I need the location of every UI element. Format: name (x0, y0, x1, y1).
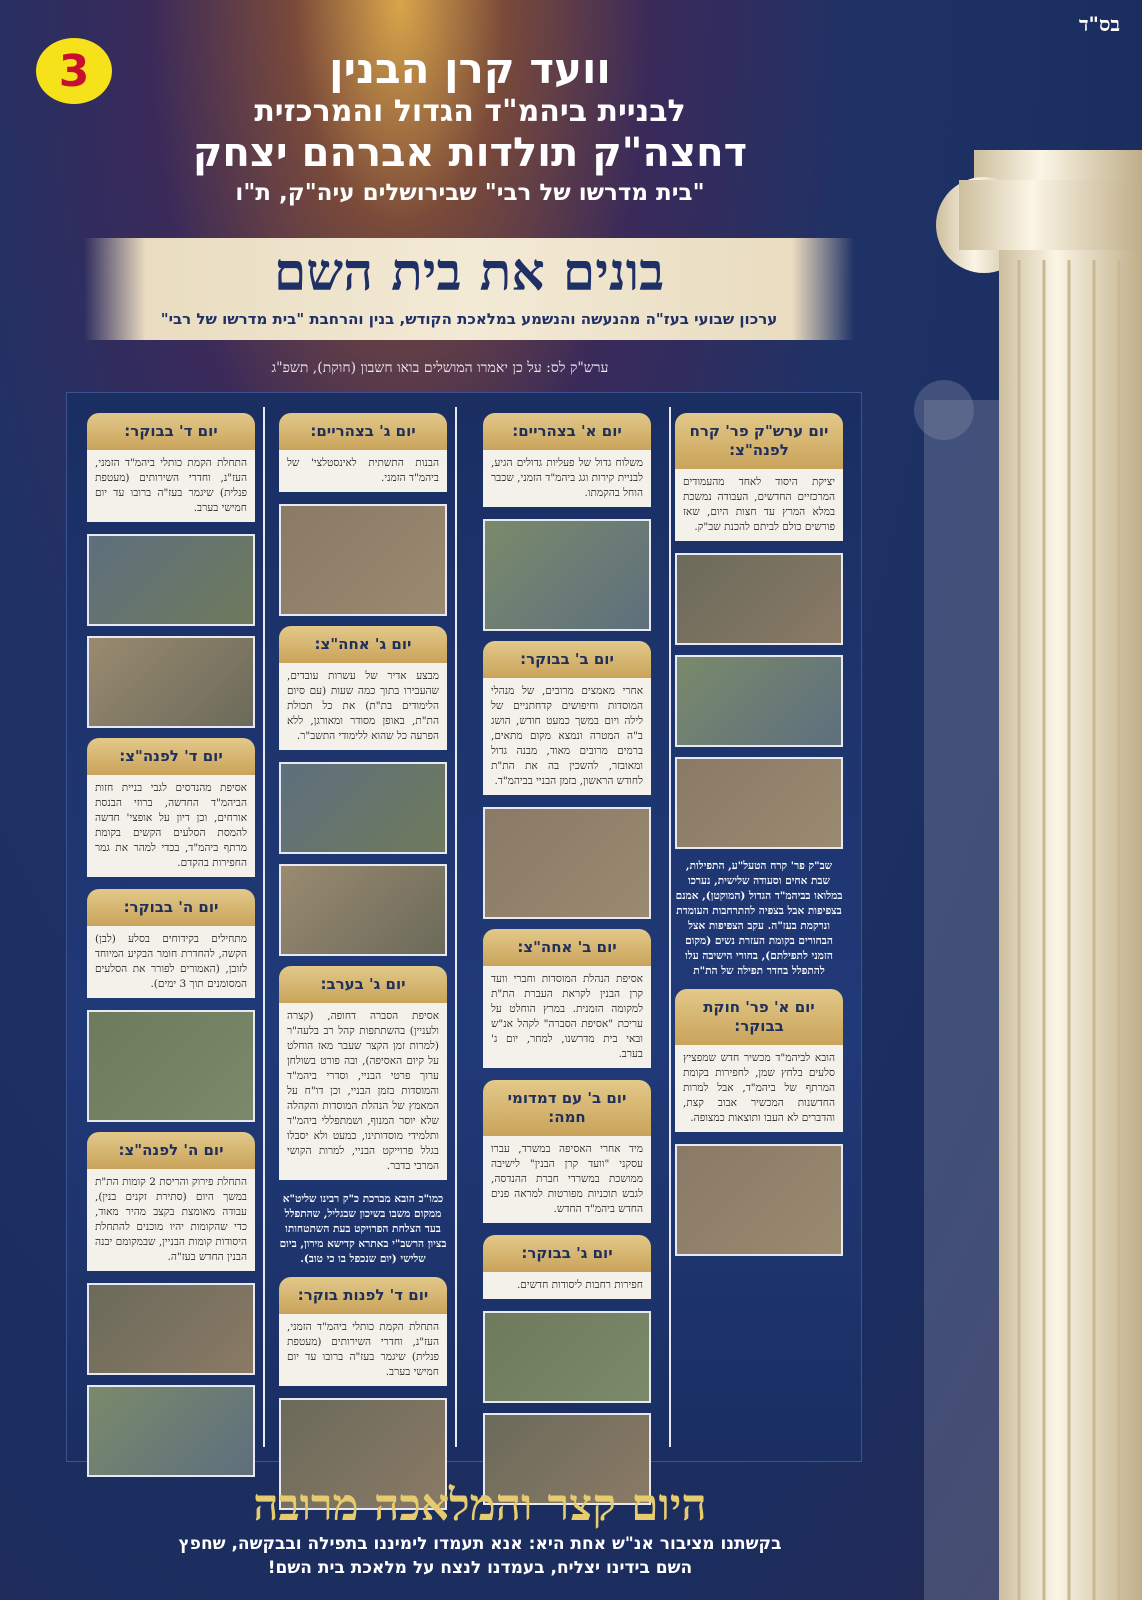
timeline-card (483, 1080, 651, 1223)
timeline-card (483, 641, 651, 795)
timeline-card (87, 889, 255, 998)
timeline-card (87, 1132, 255, 1271)
timeline-card (675, 989, 843, 1132)
card-title: יום ד' לפנות בוקר: (279, 1277, 447, 1314)
timeline-column-1 (675, 413, 843, 1266)
construction-photo (675, 1144, 843, 1256)
card-text: מיד אחרי האסיפה במשרד, עברו עסקני "וועד קרן הבנין" לישיבה ממושכת במשרדי חברת ההנדסה, לגבש תוכניות מפורטות למראה פנים החדש ביהמ"ד החדש. (483, 1136, 651, 1223)
card-text: מבצע אדיר של עשרות עובדים, שהעבירו בתוך כמה שעות (עם סיום הלימודים בת"ת) את כל תכולת הת"ת, באופן מסודר ומאורגן, ללא הפרעה כל שהוא ללימודי התשב"ר. (279, 663, 447, 750)
banner-title: בונים את בית השם (273, 242, 665, 303)
card-title: יום ב' עם דמדומי חמה: (483, 1080, 651, 1136)
timeline-card (87, 738, 255, 877)
card-text: מתחילים בקידוחים בסלע (לבן) הקשה, להחדרת חומר הבקיע המיוחד לזובן, (האמורים לפורר את הסלעים המסומנים תוך 3 ימים). (87, 926, 255, 998)
card-text: משלוח גדול של פעליות גדולים הגיע, לבניית קירות וגג ביהמ"ד הזמני, שכבר הוחל בהקמתו. (483, 450, 651, 507)
card-text: הבנות התשתית לאינסטלצי' של ביהמ"ד הזמני. (279, 450, 447, 492)
card-text: אסיפת הנהלת המוסדות וחברי וועד קרן הבנין לקראת העברת הת"ת למקומה הזמנית. במרץ הוחלט על עריכת "אסיפת הסברה" לקהל אנ"ש ובאי בית מדרשנו, למחר, יום ג' בערב. (483, 966, 651, 1068)
corner-heading: בס"ד (1078, 12, 1120, 36)
photo-caption: כמו"כ הובא מברכת כ"ק רבינו שליט"א ממקום משבו בשיכון שבגליל, שהתפלל בעד הצלחת הפרויקט בעת השתטחותו בציון הרשב"י באתרא קדישא מירון, ביום שלישי (יום שנכפל בו כי טוב). (279, 1193, 447, 1265)
card-title: יום ג' אחה"צ: (279, 626, 447, 663)
timeline-card (675, 413, 843, 541)
pillar-decoration (904, 150, 1142, 1600)
card-text: הובא לביהמ"ד מכשיר חדש שמפציץ סלעים בלחץ שמן, לחפירות בקומת המרתף של ביהמ"ד, אבל למרות החדשנות המכשיר אבוב קצת, והדברים לא העבו ותוצאות כמצופה. (675, 1045, 843, 1132)
card-title: יום ג' בצהריים: (279, 413, 447, 450)
construction-photo (675, 655, 843, 747)
card-title: יום א' פר' חוקת בבוקר: (675, 989, 843, 1045)
timeline-card (279, 413, 447, 492)
card-text: אסיפת מהנדסים לגבי בניית חזות הביהמ"ד החדשה, ברוזי הבנסת אורחים, וכן דיון על אופצי' חדשה להמסת הסלעים הקשים בקומת מרתף ביהמ"ד, בכדי למהר את גמר החפירות בהקדם. (87, 775, 255, 877)
card-text: התחלת פירוק והריסת 2 קומות הת"ת במשך היום (סתירת זקנים בנין), עבודה מאומצת בקצב מהיר מאוד, כדי שהקומות יהיו מוכנים להתחלת היסודות קומות הבניין, שבמקומם יבנה הבנין החדש בעז"ה. (87, 1169, 255, 1271)
card-title: יום א' בצהריים: (483, 413, 651, 450)
issue-number-badge: 3 (36, 38, 112, 104)
construction-photo (675, 553, 843, 645)
parsha-line: ערש"ק לס: על כן יאמרו המושלים בואו חשבון (חוקת), תשפ"ג (271, 360, 609, 376)
card-text: חפירות רחבות ליסודות חדשים. (483, 1272, 651, 1299)
banner-subtitle: ערכון שבועי בעז"ה מהנעשה והנשמע במלאכת הקודש, בנין והרחבת "בית מדרשו של רבי" (160, 310, 778, 328)
timeline-card (279, 966, 447, 1180)
construction-photo (279, 762, 447, 854)
construction-photo (675, 757, 843, 849)
card-title: יום ד' לפנה"צ: (87, 738, 255, 775)
timeline-card (483, 1235, 651, 1299)
card-title: יום ה' בבוקר: (87, 889, 255, 926)
card-title: יום ד' בבוקר: (87, 413, 255, 450)
timeline-card (279, 1277, 447, 1386)
card-text: התחלת הקמת כותלי ביהמ"ד הזמני, העז"נ, וחדרי השירותים (מעטפת פנלית) שיגמר בעז"ה ברובו עד יום חמישי בערב. (87, 450, 255, 522)
card-text: יציקת היסוד לאחד מהעמודים המרכזיים החדשים, העבודה נמשכת במלא המרץ עד חצות היום, שאז פורשים כולם לביתם להכנת שב"ק. (675, 469, 843, 541)
title-banner (84, 238, 854, 340)
timeline-column-2 (483, 413, 651, 1515)
construction-photo (87, 636, 255, 728)
timeline-column-3 (279, 413, 447, 1520)
card-title: יום ה' לפנה"צ: (87, 1132, 255, 1169)
construction-photo (279, 864, 447, 956)
card-title: יום ערש"ק פר' קרח לפנה"צ: (675, 413, 843, 469)
footer-title: היום קצר והמלאכה מרובה (253, 1480, 707, 1531)
card-title: יום ב' אחה"צ: (483, 929, 651, 966)
card-text: אסיפת הסברה דחופה, (קצרה ולעניין) בהשתתפות קהל רב בלעה"ר (למרות זמן הקצר שעבר מאז הוחלט על קיום האסיפה), ובה פורט בשולחן ערוך פרטי הבניי, וסדרי ביהמ"ד והמוסדות בזמן הבניי, וכן דו"ח על המאמץ של הנהלת המוסדות והקהלה שלא יוסר המנוף, ושמתפללי ביהמ"ד ותלמידי מוסדותינו, כמעט ולא יסבלו בגלל פרוייקט הבניי, למרות הקושי המרבי בדבר. (279, 1003, 447, 1180)
construction-photo (87, 1283, 255, 1375)
footer-text (120, 1532, 840, 1580)
timeline-card (87, 413, 255, 522)
construction-photo (483, 519, 651, 631)
timeline-card (483, 929, 651, 1068)
timeline-card (483, 413, 651, 507)
footer-line-2: השם בידינו יצליח, בעמדנו לנצח על מלאכת בית השם! (267, 1558, 693, 1578)
card-text: אחרי מאמצים מרובים, של מנהלי המוסדות וחיפושים קדחתניים של לילה ויום במשך כמעט חודש, הושג ב"ה המטרה ונמצא מקום מתאים, ברמים מרובים מאוד, מבנה גדול ומאובזר, להשכין בה את הת"ת לחודש הראשון, בזמן הבניי בביהמ"ד. (483, 678, 651, 795)
photo-caption: שב"ק פר' קרח הטעל"ע, התפילות, שבת אחים וסעודה שלישית, נערכו במלואו בביהמ"ד הגדול (המוקטן), אמנם בצפיפות אבל בצפיה להתרחבות העומדת ונרקמת בעז"ה. עקב הצפיפות אצל הבחורים בקומת העזרת נשים (מקום הזמני לתפילתם), בחורי הישיבה עלו להתפלל בחדר תפילה של הת"ת (675, 860, 843, 977)
construction-photo (87, 1385, 255, 1477)
card-title: יום ג' בבוקר: (483, 1235, 651, 1272)
construction-photo (483, 807, 651, 919)
timeline-panel (66, 392, 862, 1462)
construction-photo (483, 1311, 651, 1403)
header (100, 44, 840, 210)
footer-line-1: בקשתנו מציבור אנ"ש אחת היא: אנא תעמדו לימיננו בתפילה ובבקשה, שחפץ (178, 1534, 782, 1554)
card-text: התחלת הקמת כותלי ביהמ"ד הזמני, העז"נ, וחדרי השירותים (מעטפת פנלית) שיגמר בעז"ה ברובו עד יום חמישי בערב. (279, 1314, 447, 1386)
card-title: יום ג' בערב: (279, 966, 447, 1003)
header-line-4: "בית מדרשו של רבי" שבירושלים עיה"ק, ת"ו (235, 180, 705, 206)
card-title: יום ב' בבוקר: (483, 641, 651, 678)
construction-photo (279, 504, 447, 616)
header-title: וועד קרן הבנין (329, 44, 611, 93)
timeline-card (279, 626, 447, 750)
construction-photo (87, 534, 255, 626)
construction-photo (87, 1010, 255, 1122)
header-line-3: דחצה"ק תולדות אברהם יצחק (192, 130, 748, 176)
header-line-2: לבניית ביהמ"ד הגדול והמרכזית (254, 94, 686, 129)
timeline-column-4 (87, 413, 255, 1487)
